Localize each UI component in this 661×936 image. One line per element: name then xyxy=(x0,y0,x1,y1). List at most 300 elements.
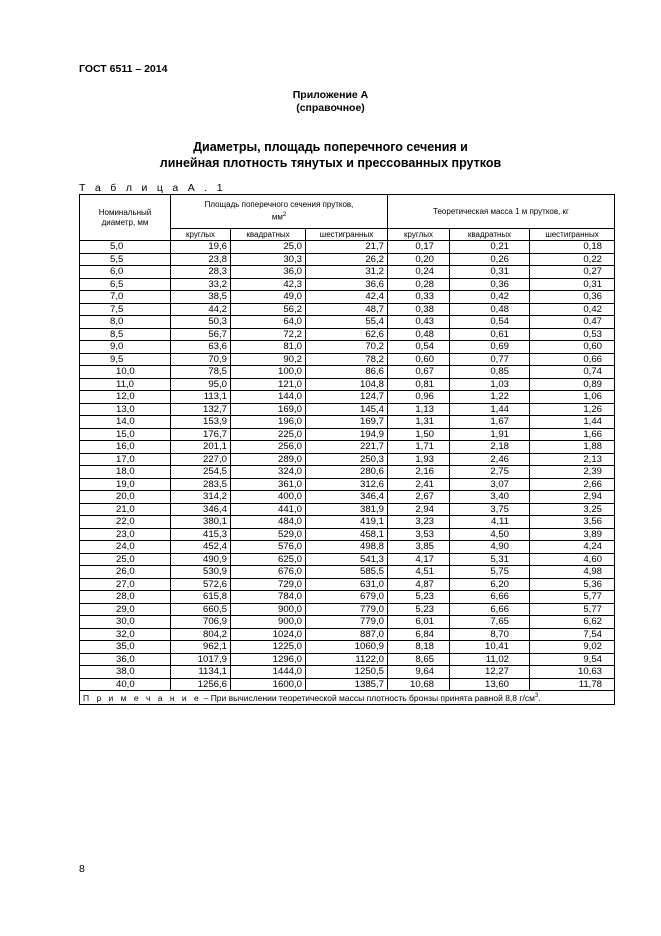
table-cell: 13,0 xyxy=(80,403,171,416)
table-cell: 5,31 xyxy=(450,553,530,566)
table-cell: 0,69 xyxy=(450,341,530,354)
table-cell: 20,0 xyxy=(80,491,171,504)
table-cell: 6,20 xyxy=(450,578,530,591)
table-cell: 8,65 xyxy=(388,653,450,666)
table-cell: 419,1 xyxy=(306,516,388,529)
table-cell: 3,53 xyxy=(388,528,450,541)
subheader-2: шестигранных xyxy=(306,229,388,241)
table-cell: 0,81 xyxy=(388,378,450,391)
table-cell: 7,54 xyxy=(530,628,615,641)
table-cell: 12,0 xyxy=(80,391,171,404)
table-cell: 0,77 xyxy=(450,353,530,366)
table-row xyxy=(80,291,615,304)
table-cell: 585,5 xyxy=(306,566,388,579)
table-cell: 1,03 xyxy=(450,378,530,391)
table-row xyxy=(80,578,615,591)
table-cell: 2,67 xyxy=(388,491,450,504)
table-cell: 24,0 xyxy=(80,541,171,554)
table-row xyxy=(80,591,615,604)
table-cell: 4,50 xyxy=(450,528,530,541)
table-cell: 50,3 xyxy=(171,316,231,329)
table-cell: 12,27 xyxy=(450,666,530,679)
table-cell: 3,07 xyxy=(450,478,530,491)
table-cell: 104,8 xyxy=(306,378,388,391)
table-cell: 121,0 xyxy=(231,378,306,391)
table-cell: 1,93 xyxy=(388,453,450,466)
table-cell: 56,7 xyxy=(171,328,231,341)
table-cell: 30,0 xyxy=(80,616,171,629)
data-table xyxy=(79,194,615,705)
subheader-0: круглых xyxy=(171,229,231,241)
table-cell: 2,75 xyxy=(450,466,530,479)
table-cell: 2,39 xyxy=(530,466,615,479)
table-cell: 779,0 xyxy=(306,603,388,616)
table-cell: 5,0 xyxy=(80,241,171,254)
table-cell: 11,78 xyxy=(530,678,615,691)
table-cell: 10,41 xyxy=(450,641,530,654)
table-row xyxy=(80,616,615,629)
table-row xyxy=(80,653,615,666)
header-mass xyxy=(388,195,615,229)
table-cell: 0,74 xyxy=(530,366,615,379)
table-row xyxy=(80,428,615,441)
table-cell: 124,7 xyxy=(306,391,388,404)
table-cell: 0,48 xyxy=(388,328,450,341)
table-cell: 23,0 xyxy=(80,528,171,541)
table-cell: 30,3 xyxy=(231,253,306,266)
table-cell: 3,89 xyxy=(530,528,615,541)
table-cell: 8,0 xyxy=(80,316,171,329)
table-cell: 490,9 xyxy=(171,553,231,566)
table-cell: 1250,5 xyxy=(306,666,388,679)
table-cell: 38,0 xyxy=(80,666,171,679)
table-cell: 4,60 xyxy=(530,553,615,566)
table-cell: 1024,0 xyxy=(231,628,306,641)
table-cell: 18,0 xyxy=(80,466,171,479)
table-cell: 36,0 xyxy=(231,266,306,279)
table-cell: 10,68 xyxy=(388,678,450,691)
table-cell: 3,85 xyxy=(388,541,450,554)
table-cell: 779,0 xyxy=(306,616,388,629)
table-cell: 10,0 xyxy=(80,366,171,379)
table-cell: 62,6 xyxy=(306,328,388,341)
table-cell: 9,5 xyxy=(80,353,171,366)
table-cell: 6,5 xyxy=(80,278,171,291)
header-mass-label: Теоретическая масса 1 м прутков, кг xyxy=(433,206,569,216)
table-row xyxy=(80,628,615,641)
table-row xyxy=(80,378,615,391)
table-cell: 1444,0 xyxy=(231,666,306,679)
table-cell: 132,7 xyxy=(171,403,231,416)
table-cell: 0,21 xyxy=(450,241,530,254)
table-cell: 380,1 xyxy=(171,516,231,529)
table-cell: 1017,9 xyxy=(171,653,231,666)
table-cell: 0,27 xyxy=(530,266,615,279)
table-cell: 7,0 xyxy=(80,291,171,304)
table-cell: 10,63 xyxy=(530,666,615,679)
table-cell: 400,0 xyxy=(231,491,306,504)
table-cell: 0,17 xyxy=(388,241,450,254)
table-cell: 72,2 xyxy=(231,328,306,341)
table-cell: 1122,0 xyxy=(306,653,388,666)
table-cell: 63,6 xyxy=(171,341,231,354)
table-cell: 3,25 xyxy=(530,503,615,516)
table-cell: 27,0 xyxy=(80,578,171,591)
table-cell: 676,0 xyxy=(231,566,306,579)
table-cell: 176,7 xyxy=(171,428,231,441)
table-cell: 0,54 xyxy=(388,341,450,354)
table-cell: 962,1 xyxy=(171,641,231,654)
table-row xyxy=(80,303,615,316)
table-cell: 48,7 xyxy=(306,303,388,316)
header-area-label: Площадь поперечного сечения прутков, мм xyxy=(204,200,354,222)
table-cell: 78,2 xyxy=(306,353,388,366)
table-cell: 6,66 xyxy=(450,603,530,616)
table-cell: 346,4 xyxy=(306,491,388,504)
table-cell: 0,42 xyxy=(530,303,615,316)
table-cell: 5,5 xyxy=(80,253,171,266)
table-cell: 0,36 xyxy=(530,291,615,304)
table-cell: 4,11 xyxy=(450,516,530,529)
table-cell: 312,6 xyxy=(306,478,388,491)
table-cell: 36,0 xyxy=(80,653,171,666)
table-cell: 0,96 xyxy=(388,391,450,404)
table-caption: Т а б л и ц а А . 1 xyxy=(79,182,226,194)
table-cell: 361,0 xyxy=(231,478,306,491)
table-cell: 5,77 xyxy=(530,591,615,604)
table-cell: 484,0 xyxy=(231,516,306,529)
table-cell: 17,0 xyxy=(80,453,171,466)
table-cell: 22,0 xyxy=(80,516,171,529)
table-cell: 4,24 xyxy=(530,541,615,554)
table-cell: 1,44 xyxy=(530,416,615,429)
table-cell: 415,3 xyxy=(171,528,231,541)
table-cell: 0,24 xyxy=(388,266,450,279)
table-cell: 64,0 xyxy=(231,316,306,329)
table-cell: 32,0 xyxy=(80,628,171,641)
table-cell: 1134,1 xyxy=(171,666,231,679)
table-cell: 900,0 xyxy=(231,603,306,616)
table-cell: 29,0 xyxy=(80,603,171,616)
table-cell: 1225,0 xyxy=(231,641,306,654)
table-cell: 2,46 xyxy=(450,453,530,466)
table-cell: 6,62 xyxy=(530,616,615,629)
table-cell: 6,0 xyxy=(80,266,171,279)
table-cell: 9,54 xyxy=(530,653,615,666)
table-cell: 95,0 xyxy=(171,378,231,391)
table-cell: 33,2 xyxy=(171,278,231,291)
table-cell: 70,9 xyxy=(171,353,231,366)
table-cell: 576,0 xyxy=(231,541,306,554)
table-cell: 113,1 xyxy=(171,391,231,404)
table-cell: 145,4 xyxy=(306,403,388,416)
table-cell: 0,54 xyxy=(450,316,530,329)
table-cell: 1,71 xyxy=(388,441,450,454)
table-cell: 4,51 xyxy=(388,566,450,579)
note-sup: 3 xyxy=(534,693,539,699)
table-cell: 254,5 xyxy=(171,466,231,479)
table-cell: 1,50 xyxy=(388,428,450,441)
table-cell: 49,0 xyxy=(231,291,306,304)
table-cell: 1,91 xyxy=(450,428,530,441)
page-number: 8 xyxy=(79,863,85,875)
table-cell: 78,5 xyxy=(171,366,231,379)
table-cell: 1060,9 xyxy=(306,641,388,654)
table-cell: 196,0 xyxy=(231,416,306,429)
title-line-1: Диаметры, площадь поперечного сечения и xyxy=(193,140,468,154)
table-row xyxy=(80,441,615,454)
table-cell: 9,0 xyxy=(80,341,171,354)
table-cell: 225,0 xyxy=(231,428,306,441)
table-cell: 0,60 xyxy=(530,341,615,354)
table-cell: 86,6 xyxy=(306,366,388,379)
table-cell: 38,5 xyxy=(171,291,231,304)
table-cell: 3,75 xyxy=(450,503,530,516)
table-cell: 90,2 xyxy=(231,353,306,366)
appendix-type: (справочное) xyxy=(296,102,365,114)
table-cell: 2,13 xyxy=(530,453,615,466)
table-cell: 153,9 xyxy=(171,416,231,429)
table-cell: 541,3 xyxy=(306,553,388,566)
table-cell: 804,2 xyxy=(171,628,231,641)
table-cell: 8,5 xyxy=(80,328,171,341)
table-cell: 6,66 xyxy=(450,591,530,604)
table-cell: 0,33 xyxy=(388,291,450,304)
table-cell: 23,8 xyxy=(171,253,231,266)
table-cell: 1296,0 xyxy=(231,653,306,666)
table-row xyxy=(80,503,615,516)
table-cell: 1,67 xyxy=(450,416,530,429)
table-cell: 0,26 xyxy=(450,253,530,266)
table-cell: 5,77 xyxy=(530,603,615,616)
table-cell: 250,3 xyxy=(306,453,388,466)
table-cell: 169,7 xyxy=(306,416,388,429)
table-cell: 7,5 xyxy=(80,303,171,316)
table-cell: 44,2 xyxy=(171,303,231,316)
table-row xyxy=(80,516,615,529)
table-cell: 42,3 xyxy=(231,278,306,291)
table-cell: 0,43 xyxy=(388,316,450,329)
table-cell: 14,0 xyxy=(80,416,171,429)
table-cell: 0,20 xyxy=(388,253,450,266)
table-cell: 13,60 xyxy=(450,678,530,691)
table-row xyxy=(80,403,615,416)
table-cell: 346,4 xyxy=(171,503,231,516)
table-cell: 1,22 xyxy=(450,391,530,404)
table-row xyxy=(80,553,615,566)
table-row xyxy=(80,453,615,466)
table-cell: 498,8 xyxy=(306,541,388,554)
table-cell: 2,66 xyxy=(530,478,615,491)
table-cell: 26,2 xyxy=(306,253,388,266)
table-cell: 706,9 xyxy=(171,616,231,629)
table-cell: 55,4 xyxy=(306,316,388,329)
table-cell: 2,94 xyxy=(388,503,450,516)
table-cell: 1,06 xyxy=(530,391,615,404)
table-cell: 7,65 xyxy=(450,616,530,629)
table-cell: 4,90 xyxy=(450,541,530,554)
table-body xyxy=(80,241,615,691)
table-cell: 0,36 xyxy=(450,278,530,291)
header-area xyxy=(171,195,388,229)
table-cell: 40,0 xyxy=(80,678,171,691)
table-cell: 0,22 xyxy=(530,253,615,266)
table-cell: 0,18 xyxy=(530,241,615,254)
note-end: . xyxy=(538,692,541,703)
table-cell: 0,47 xyxy=(530,316,615,329)
table-cell: 289,0 xyxy=(231,453,306,466)
table-cell: 11,02 xyxy=(450,653,530,666)
note-label: П р и м е ч а н и е xyxy=(83,692,202,703)
table-cell: 660,5 xyxy=(171,603,231,616)
table-cell: 25,0 xyxy=(231,241,306,254)
table-cell: 280,6 xyxy=(306,466,388,479)
document-title xyxy=(0,139,661,171)
table-cell: 70,2 xyxy=(306,341,388,354)
table-row xyxy=(80,266,615,279)
subheader-1: квадратных xyxy=(231,229,306,241)
table-cell: 1,44 xyxy=(450,403,530,416)
table-cell: 28,0 xyxy=(80,591,171,604)
header-diameter xyxy=(80,195,171,241)
table-row xyxy=(80,353,615,366)
table-cell: 5,23 xyxy=(388,603,450,616)
table-cell: 169,0 xyxy=(231,403,306,416)
table-row xyxy=(80,253,615,266)
table-cell: 452,4 xyxy=(171,541,231,554)
note-row xyxy=(80,691,615,705)
table-cell: 5,75 xyxy=(450,566,530,579)
table-cell: 2,16 xyxy=(388,466,450,479)
table-row xyxy=(80,678,615,691)
table-cell: 679,0 xyxy=(306,591,388,604)
table-row xyxy=(80,478,615,491)
table-cell: 530,9 xyxy=(171,566,231,579)
table-cell: 458,1 xyxy=(306,528,388,541)
table-cell: 381,9 xyxy=(306,503,388,516)
table-cell: 6,01 xyxy=(388,616,450,629)
table-cell: 1385,7 xyxy=(306,678,388,691)
table-cell: 35,0 xyxy=(80,641,171,654)
table-cell: 1,88 xyxy=(530,441,615,454)
table-cell: 256,0 xyxy=(231,441,306,454)
table-cell: 3,40 xyxy=(450,491,530,504)
table-cell: 227,0 xyxy=(171,453,231,466)
table-row xyxy=(80,241,615,254)
table-cell: 36,6 xyxy=(306,278,388,291)
table-row xyxy=(80,328,615,341)
table-row xyxy=(80,316,615,329)
table-cell: 625,0 xyxy=(231,553,306,566)
table-cell: 56,2 xyxy=(231,303,306,316)
table-cell: 6,84 xyxy=(388,628,450,641)
table-cell: 144,0 xyxy=(231,391,306,404)
appendix-title: Приложение А xyxy=(292,89,369,101)
table-cell: 1,31 xyxy=(388,416,450,429)
table-cell: 615,8 xyxy=(171,591,231,604)
table-row xyxy=(80,341,615,354)
table-cell: 0,53 xyxy=(530,328,615,341)
table-cell: 8,70 xyxy=(450,628,530,641)
table-cell: 42,4 xyxy=(306,291,388,304)
table-cell: 16,0 xyxy=(80,441,171,454)
table-row xyxy=(80,603,615,616)
table-cell: 4,87 xyxy=(388,578,450,591)
table-cell: 19,6 xyxy=(171,241,231,254)
table-cell: 1,13 xyxy=(388,403,450,416)
title-line-2: линейная плотность тянутых и прессованных прутков xyxy=(159,156,502,170)
table-row xyxy=(80,528,615,541)
table-cell: 1,26 xyxy=(530,403,615,416)
table-cell: 81,0 xyxy=(231,341,306,354)
table-cell: 2,18 xyxy=(450,441,530,454)
table-cell: 441,0 xyxy=(231,503,306,516)
subheader-5: шестигранных xyxy=(530,229,615,241)
note-text: – При вычислении теоретической массы плотность бронзы принята равной 8,8 г/см xyxy=(201,692,535,703)
table-cell: 201,1 xyxy=(171,441,231,454)
table-cell: 5,23 xyxy=(388,591,450,604)
table-cell: 31,2 xyxy=(306,266,388,279)
table-cell: 0,31 xyxy=(450,266,530,279)
table-row xyxy=(80,366,615,379)
table-cell: 0,85 xyxy=(450,366,530,379)
table-cell: 3,23 xyxy=(388,516,450,529)
table-cell: 11,0 xyxy=(80,378,171,391)
table-row xyxy=(80,566,615,579)
table-cell: 631,0 xyxy=(306,578,388,591)
table-cell: 0,48 xyxy=(450,303,530,316)
table-cell: 529,0 xyxy=(231,528,306,541)
table-cell: 729,0 xyxy=(231,578,306,591)
table-cell: 0,67 xyxy=(388,366,450,379)
table-cell: 28,3 xyxy=(171,266,231,279)
table-cell: 0,42 xyxy=(450,291,530,304)
table-cell: 324,0 xyxy=(231,466,306,479)
table-cell: 0,60 xyxy=(388,353,450,366)
table-cell: 0,89 xyxy=(530,378,615,391)
table-cell: 1256,6 xyxy=(171,678,231,691)
table-cell: 19,0 xyxy=(80,478,171,491)
table-cell: 15,0 xyxy=(80,428,171,441)
table-cell: 8,18 xyxy=(388,641,450,654)
table-cell: 283,5 xyxy=(171,478,231,491)
table-cell: 2,41 xyxy=(388,478,450,491)
table-cell: 887,0 xyxy=(306,628,388,641)
table-row xyxy=(80,641,615,654)
subheader-4: квадратных xyxy=(450,229,530,241)
table-cell: 221,7 xyxy=(306,441,388,454)
subheader-3: круглых xyxy=(388,229,450,241)
table-cell: 0,31 xyxy=(530,278,615,291)
table-cell: 5,36 xyxy=(530,578,615,591)
table-row xyxy=(80,466,615,479)
table-row xyxy=(80,666,615,679)
table-cell: 9,64 xyxy=(388,666,450,679)
table-cell: 9,02 xyxy=(530,641,615,654)
table-cell: 572,6 xyxy=(171,578,231,591)
table-row xyxy=(80,541,615,554)
table-cell: 26,0 xyxy=(80,566,171,579)
table-cell: 0,38 xyxy=(388,303,450,316)
table-cell: 1,66 xyxy=(530,428,615,441)
table-cell: 1600,0 xyxy=(231,678,306,691)
table-cell: 21,0 xyxy=(80,503,171,516)
table-cell: 4,98 xyxy=(530,566,615,579)
table-row xyxy=(80,491,615,504)
table-cell: 2,94 xyxy=(530,491,615,504)
table-cell: 194,9 xyxy=(306,428,388,441)
table-cell: 25,0 xyxy=(80,553,171,566)
